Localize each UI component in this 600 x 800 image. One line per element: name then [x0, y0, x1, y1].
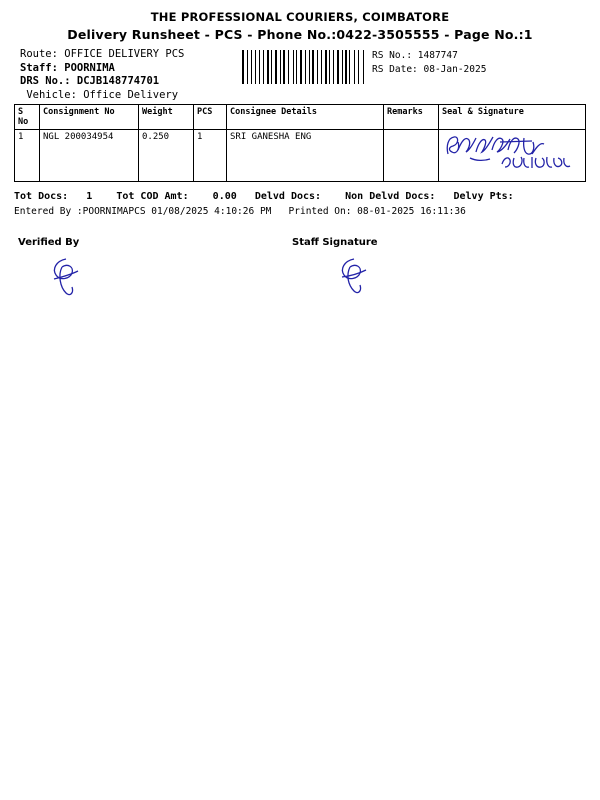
col-consignee-details: Consignee Details [227, 105, 384, 130]
staff-line [20, 62, 184, 76]
company-title: THE PROFESSIONAL COURIERS, COIMBATORE [150, 10, 450, 24]
staff-signature-label: Staff Signature [292, 237, 378, 248]
col-remarks: Remarks [384, 105, 439, 130]
drs-value: DCJB148774701 [76, 75, 160, 87]
header-block [14, 48, 586, 102]
route-line [20, 48, 184, 62]
verified-by-block [18, 237, 79, 248]
rs-no-line [372, 49, 486, 63]
staff-signature-block [292, 237, 378, 248]
cell-pcs: 1 [194, 130, 227, 182]
header-right-details [372, 49, 486, 77]
vehicle-label: Vehicle: [26, 88, 77, 101]
staff-value: POORNIMA [64, 61, 115, 74]
totals-line: Tot Docs: 1 Tot COD Amt: 0.00 Delvd Docs: Non Delvd Docs: Delvy Pts: [14, 191, 514, 202]
col-weight: Weight [139, 105, 194, 130]
drs-line [20, 75, 184, 89]
recipient-signature-ink [440, 128, 580, 172]
runsheet-document [14, 10, 586, 297]
cell-remarks [384, 130, 439, 182]
route-label: Route: [20, 48, 58, 60]
rs-date-line [372, 63, 486, 77]
barcode-image [242, 50, 366, 84]
table-row [15, 130, 586, 182]
rs-date-label: RS Date: [372, 64, 418, 75]
cell-consignee-details: SRI GANESHA ENG [227, 130, 384, 182]
staff-signature-ink [328, 253, 398, 299]
verified-by-label: Verified By [18, 237, 80, 248]
vehicle-value: Office Delivery [83, 88, 179, 101]
verified-by-signature-ink [40, 253, 110, 299]
col-consignment-no: Consignment No [40, 105, 139, 130]
cell-weight: 0.250 [139, 130, 194, 182]
cell-sno: 1 [15, 130, 40, 182]
rs-date-value: 08-Jan-2025 [423, 64, 487, 75]
signature-row [14, 237, 586, 297]
col-pcs: PCS [194, 105, 227, 130]
cell-seal-signature [439, 130, 586, 182]
cell-consignment-no: NGL 200034954 [40, 130, 139, 182]
document-subtitle: Delivery Runsheet - PCS - Phone No.:0422-3505555 - Page No.:1 [67, 27, 533, 42]
drs-label: DRS No.: [20, 75, 71, 87]
staff-label: Staff: [20, 61, 58, 74]
rs-no-value: 1487747 [417, 50, 458, 61]
col-seal-signature: Seal & Signature [439, 105, 586, 130]
rs-no-label: RS No.: [372, 50, 413, 61]
route-value: OFFICE DELIVERY PCS [64, 48, 185, 60]
vehicle-line [20, 89, 184, 103]
consignment-table [14, 104, 586, 182]
entered-printed-line: Entered By :POORNIMAPCS 01/08/2025 4:10:26 PM Printed On: 08-01-2025 16:11:36 [14, 206, 466, 217]
col-sno: S No [15, 105, 40, 130]
header-left-details [20, 48, 184, 102]
table-header-row [15, 105, 586, 130]
